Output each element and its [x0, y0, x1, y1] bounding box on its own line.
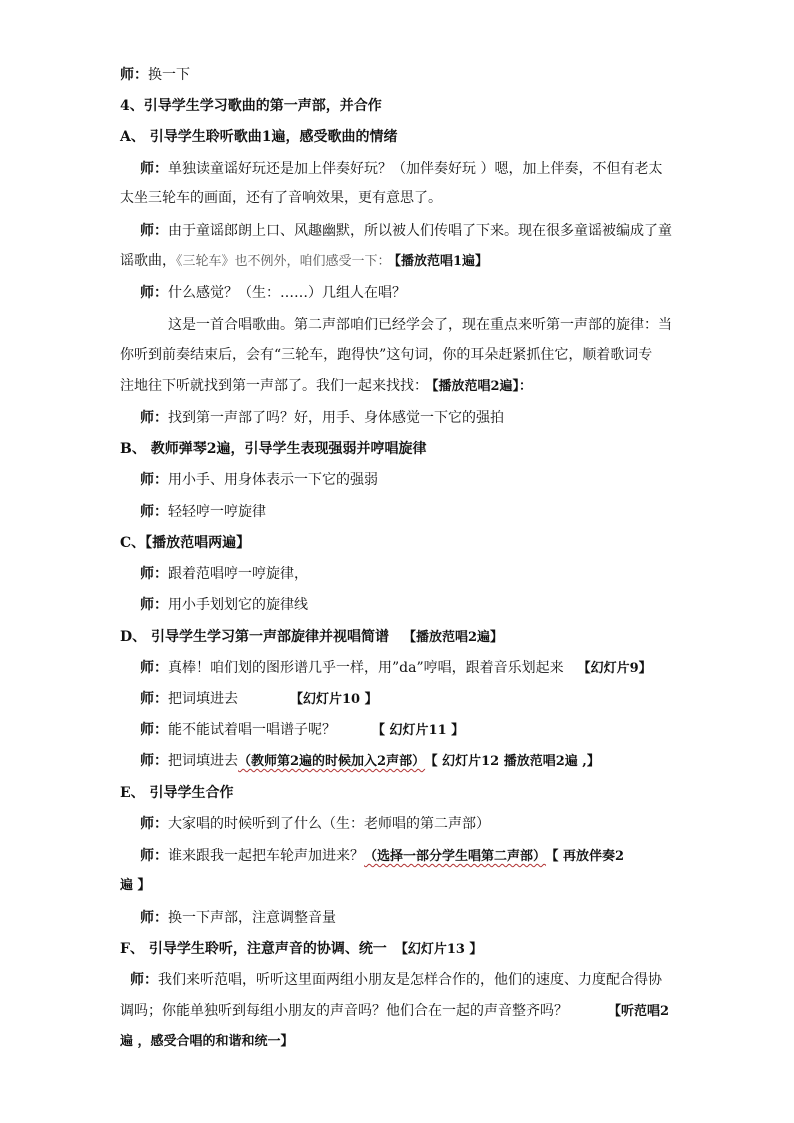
- subsection-heading-c: C、【播放范唱两遍】: [120, 535, 251, 551]
- line-text: 真棒！咱们划的图形谱几乎一样，用”da”哼唱，跟着音乐划起来: [168, 660, 564, 676]
- line-31: [120, 1002, 669, 1021]
- heading-text: F、 引导学生聆听，注意声音的协调、统一: [120, 941, 387, 957]
- bracket-note: 【 幻灯片11 】: [372, 723, 465, 738]
- speaker-label: 师：: [140, 848, 168, 864]
- section-heading-4: 4、引导学生学习歌曲的第一声部，并合作: [120, 98, 382, 114]
- line-12: [140, 409, 504, 427]
- speaker-label: 师：: [140, 910, 168, 926]
- underlined-note: （教师第2遍的时候加入2声部）: [238, 754, 426, 769]
- line-text: 用小手划划它的旋律线: [168, 597, 308, 613]
- line-20: [140, 659, 652, 678]
- line-21: [140, 690, 378, 709]
- bracket-note: 【播放范唱2遍】: [403, 630, 504, 645]
- line-text: 注地往下听就找到第一声部了。我们一起来找找：: [120, 378, 428, 394]
- line-22: [140, 721, 464, 740]
- speaker-label: 师：: [140, 660, 168, 676]
- line-text: 调吗；你能单独听到每组小朋友的声音吗？他们合在一起的声音整齐吗？: [120, 1003, 568, 1019]
- underlined-note: （选择一部分学生唱第二声部）: [364, 849, 547, 864]
- speaker-label: 师：: [140, 410, 168, 426]
- line-6: [140, 222, 672, 240]
- speaker-label: 师：: [140, 566, 168, 582]
- subsection-heading-e: E、 引导学生合作: [120, 785, 234, 801]
- line-text: 我们来听范唱，听听这里面两组小朋友是怎样合作的，他们的速度、力度配合得协: [158, 972, 662, 988]
- bracket-note: 【幻灯片9】: [577, 661, 652, 676]
- line-text: 谣歌曲，: [120, 253, 176, 269]
- bracket-note: 【幻灯片10 】: [290, 692, 378, 707]
- line-text: 大家唱的时候听到了什么（生：老师唱的第二声部）: [168, 816, 490, 832]
- bracket-note: 【 再放伴奏2: [552, 849, 625, 864]
- line-text: 由于童谣郎朗上口、风趣幽默，所以被人们传唱了下来。现在很多童谣被编成了童: [168, 223, 672, 239]
- line-7: [120, 252, 488, 271]
- speaker-label: 师：: [140, 691, 168, 707]
- line-text: 轻轻哼一哼旋律: [168, 504, 266, 520]
- line-18: [140, 596, 308, 614]
- line-14: [140, 471, 378, 489]
- line-11: [120, 377, 532, 396]
- bracket-note: 【 幻灯片12 播放范唱2遍 ,】: [431, 754, 600, 769]
- line-text: 什么感觉？（生：……）几组人在唱？: [168, 285, 406, 301]
- line-23: [140, 752, 600, 771]
- speaker-label: 师：: [140, 161, 168, 177]
- line-28: [140, 909, 336, 927]
- line-15: [140, 503, 266, 521]
- subsection-heading-a: A、 引导学生聆听歌曲1遍，感受歌曲的情绪: [120, 129, 398, 145]
- line-text: 换一下声部，注意调整音量: [168, 910, 336, 926]
- bracket-note: 【听范唱2: [608, 1004, 670, 1019]
- subsection-heading-f: [120, 940, 482, 959]
- speaker-label: 师：: [140, 753, 168, 769]
- bracket-note: 【播放范唱2遍】：: [432, 379, 533, 394]
- line-26: [140, 847, 624, 866]
- line-32: 遍 ，感受合唱的和谐和统一】: [120, 1034, 294, 1049]
- line-text: 把词填进去: [168, 753, 238, 769]
- line-4: [140, 160, 662, 178]
- line-5: 太坐三轮车的画面，还有了音响效果，更有意思了。: [120, 190, 442, 206]
- line-text: 用小手、用身体表示一下它的强弱: [168, 472, 378, 488]
- line-text: 把词填进去: [168, 691, 238, 707]
- line-text: 谁来跟我一起把车轮声加进来？: [168, 848, 364, 864]
- speaker-label: 师：: [140, 285, 168, 301]
- subsection-heading-d: [120, 628, 503, 647]
- line-27: 遍 】: [120, 878, 151, 893]
- speaker-label: 师：: [140, 722, 168, 738]
- line-text: 能不能试着唱一唱谱子呢？: [168, 722, 336, 738]
- line-10: 你听到前奏结束后，会有“三轮车，跑得快”这句词，你的耳朵赶紧抓住它，顺着歌词专: [120, 347, 653, 363]
- bracket-note: 【播放范唱1遍】: [394, 254, 489, 269]
- line-30: [130, 971, 662, 989]
- speaker-label: 师：: [130, 972, 158, 988]
- line-text-gray: 《三轮车》也不例外，咱们感受一下：: [176, 254, 391, 269]
- speaker-label: 师：: [140, 504, 168, 520]
- line-8: [140, 284, 406, 302]
- bracket-note: 【幻灯片13 】: [394, 942, 483, 957]
- line-17: [140, 565, 308, 583]
- line-text: 找到第一声部了吗？好，用手、身体感觉一下它的强拍: [168, 410, 504, 426]
- speaker-label: 师：: [140, 472, 168, 488]
- line-text: 换一下: [148, 67, 190, 83]
- speaker-label: 师：: [120, 67, 148, 83]
- heading-text: D、 引导学生学习第一声部旋律并视唱简谱: [120, 629, 390, 645]
- speaker-label: 师：: [140, 816, 168, 832]
- subsection-heading-b: B、 教师弹琴2遍，引导学生表现强弱并哼唱旋律: [120, 441, 427, 457]
- line-25: [140, 815, 490, 833]
- speaker-label: 师：: [140, 597, 168, 613]
- line-text: 单独读童谣好玩还是加上伴奏好玩？（加伴奏好玩 ）嗯，加上伴奏，不但有老太: [168, 161, 663, 177]
- line-text: 跟着范唱哼一哼旋律，: [168, 566, 308, 582]
- line-1: [120, 66, 190, 84]
- speaker-label: 师：: [140, 223, 168, 239]
- line-9: 这是一首合唱歌曲。第二声部咱们已经学会了，现在重点来听第一声部的旋律：当: [168, 317, 672, 333]
